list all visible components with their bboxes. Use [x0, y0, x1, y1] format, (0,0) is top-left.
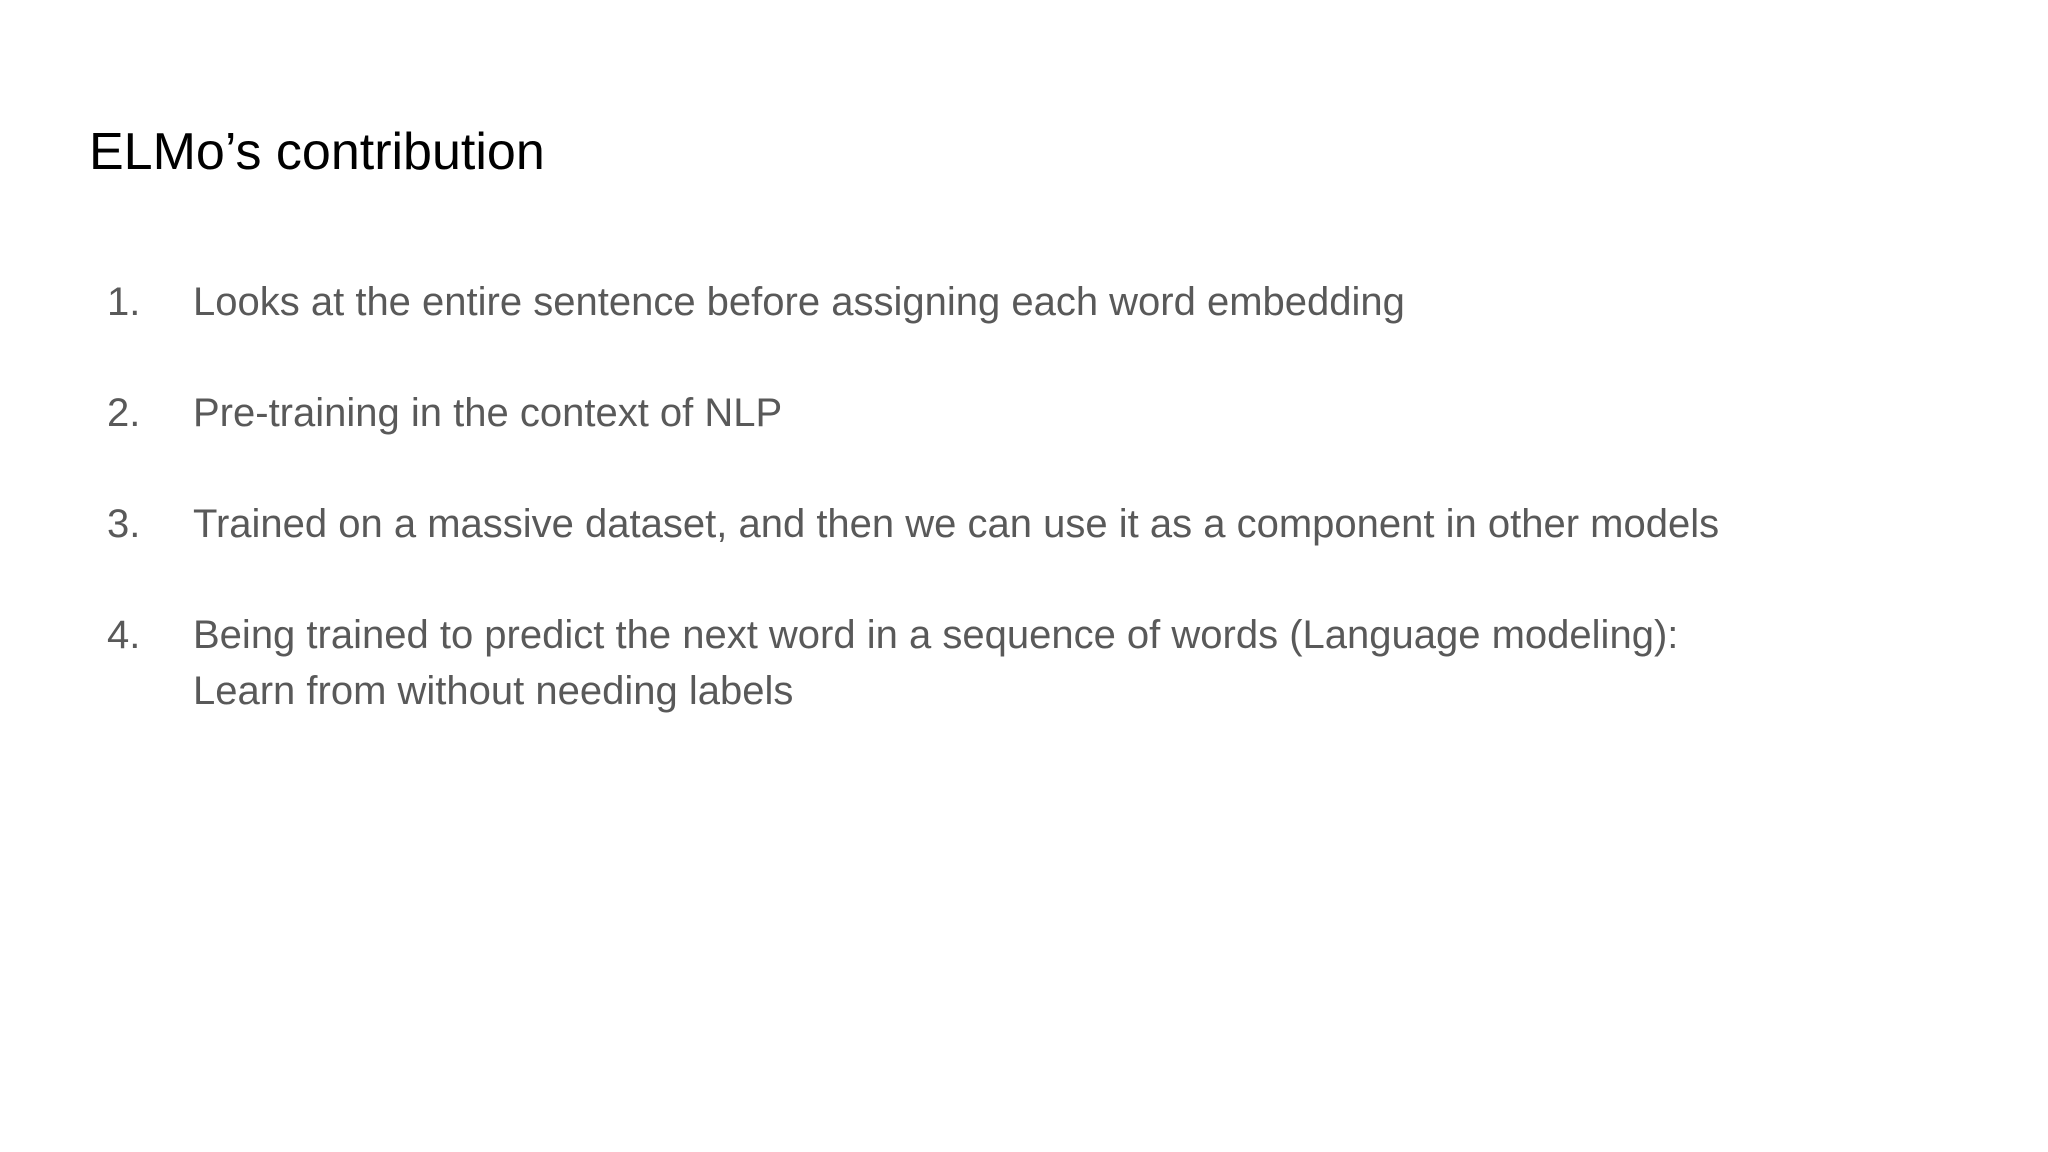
item-text-line: Trained on a massive dataset, and then we can use it as a component in other models — [193, 502, 1720, 546]
item-text-line: Looks at the entire sentence before assigning each word embedding — [193, 280, 1405, 324]
item-text — [193, 607, 1987, 719]
item-number: 1. — [107, 280, 141, 324]
slide-title: ELMo’s contribution — [89, 123, 545, 181]
item-number: 4. — [107, 613, 141, 657]
item-number: 3. — [107, 502, 141, 546]
item-text — [193, 496, 1987, 552]
item-text-line: Being trained to predict the next word in a sequence of words (Language modeling): — [193, 613, 1679, 657]
list-item — [107, 274, 1987, 330]
list-item — [107, 607, 1987, 719]
item-text — [193, 274, 1987, 330]
item-text — [193, 385, 1987, 441]
item-number: 2. — [107, 391, 141, 435]
list-item — [107, 385, 1987, 441]
list-item — [107, 496, 1987, 552]
numbered-list — [107, 274, 1987, 774]
item-text-line: Learn from without needing labels — [193, 669, 794, 713]
item-text-line: Pre-training in the context of NLP — [193, 391, 783, 435]
